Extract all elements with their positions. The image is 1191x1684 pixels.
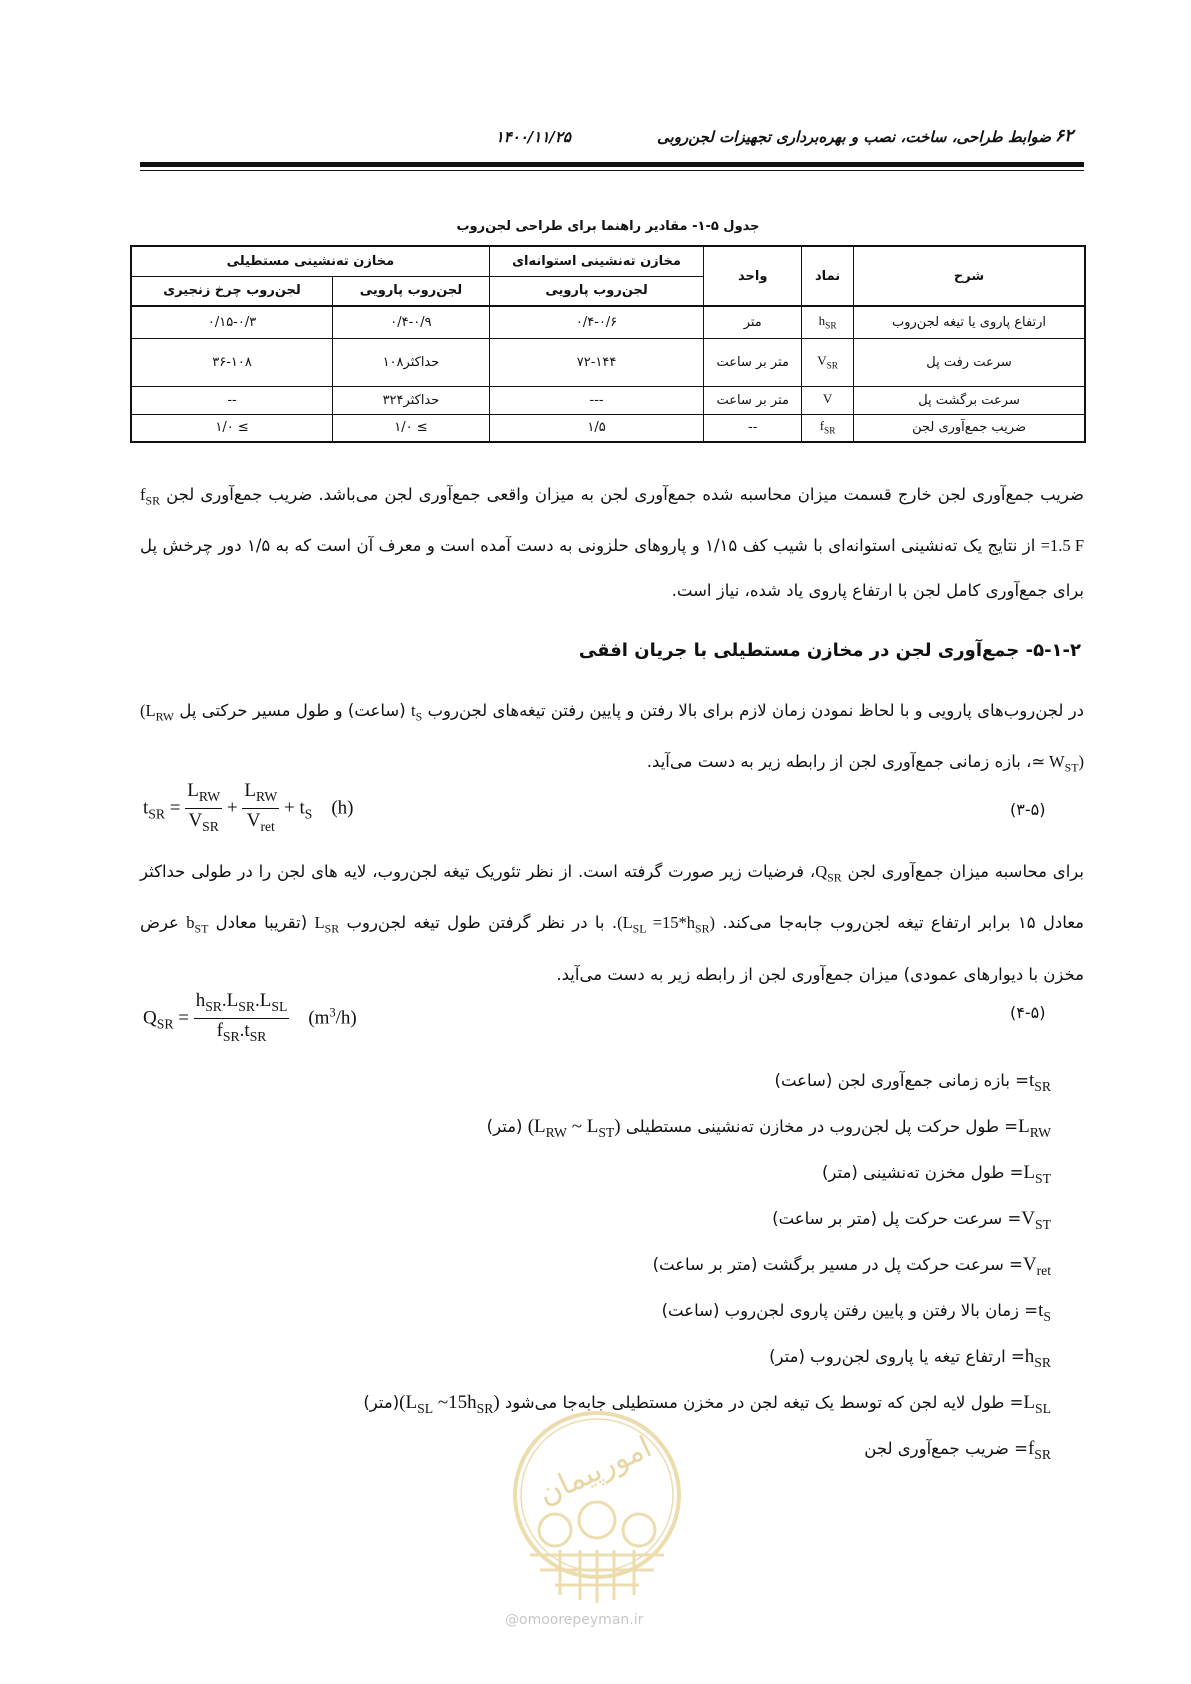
section-heading: ۵-۱-۲- جمع‌آوری لجن در مخازن مستطیلی با جریان افقی bbox=[578, 640, 1081, 661]
definition-item: $h_{SR}=$ ارتفاع تیغه یا پاروی لجن‌روب (متر) bbox=[769, 1346, 1051, 1370]
watermark-logo-icon bbox=[510, 1395, 685, 1614]
table-row bbox=[131, 338, 1085, 386]
cell-value: -- bbox=[131, 386, 333, 414]
paragraph-collection-rate: برای محاسبه میزان جمع‌آوری لجن $Q_{SR}،$ فرضیات زیر صورت گرفته است. از نظر تئوریک تیغه لجن‌روب، لایه های لجن را در طولی حداکثر معادل ۱۵ برابر ارتفاع تیغه لجن‌روب جابه‌جا می‌کند. $(L_{SL} =15*h_{SR})$. با در نظر گرفتن طول تیغه لجن‌روب $L_{SR}$ (تقریبا معادل $b_{ST}$ عرض مخزن با دیوارهای عمودی) میزان جمع‌آوری لجن از رابطه زیر به دست می‌آید. bbox=[140, 862, 1085, 984]
cell-value: --- bbox=[489, 386, 704, 414]
definition-item: $t_S=$ زمان بالا رفتن و پایین رفتن پاروی لجن‌روب (ساعت) bbox=[661, 1300, 1051, 1324]
cell-unit: متر بر ساعت bbox=[704, 386, 802, 414]
header-symbol: نماد bbox=[802, 246, 854, 306]
definition-item: $V_{ST}=$ سرعت حرکت پل (متر بر ساعت) bbox=[772, 1208, 1051, 1232]
design-values-table bbox=[130, 245, 1086, 443]
paragraph-definition: ضریب جمع‌آوری لجن خارج قسمت میزان محاسبه شده جمع‌آوری لجن به میزان واقعی جمع‌آوری لجن می‌باشد. ضریب جمع‌آوری لجن $f_{SR} =1.5$ F از نتایج یک ته‌نشینی استوانه‌ای با شیب کف ۱/۱۵ و پاروهای حلزونی به دست آمده است و معرف آن است که به ۱/۵ دور چرخش پل برای جمع‌آوری کامل لجن با ارتفاع پاروی یاد شده، نیاز است. bbox=[140, 485, 1084, 601]
definition-item: $L_{RW}=$ طول حرکت پل لجن‌روب در مخازن ته‌نشینی مستطیلی ($L_{RW}$ ~ $L_{ST}$) (متر) bbox=[486, 1116, 1051, 1140]
cell-desc: ارتفاع پاروی یا تیغه لجن‌روب bbox=[854, 306, 1085, 338]
equation-collection-rate: $Q_{SR}$ = $\frac{h_{SR}.L_{SR}.L_{SL}}{f_{SR}.t_{SR}}$ $(m^3/h)$ bbox=[143, 990, 357, 1044]
cell-value: حداکثر۳۲۴ bbox=[333, 386, 490, 414]
header-rect-chain: لجن‌روب چرخ زنجیری bbox=[131, 276, 333, 306]
cell-value: ۷۲-۱۴۴ bbox=[489, 338, 704, 386]
cell-value: ۳۶-۱۰۸ bbox=[131, 338, 333, 386]
cell-value: ≥ ۱/۰ bbox=[131, 414, 333, 442]
running-header-title: ضوابط طراحی، ساخت، نصب و بهره‌برداری تجهیزات لجن‌روبی bbox=[657, 128, 1051, 146]
cell-value: ≥ ۱/۰ bbox=[333, 414, 490, 442]
cell-value: ۰/۱۵-۰/۳ bbox=[131, 306, 333, 338]
table-caption: جدول ۵-۱- مقادیر راهنما برای طراحی لجن‌روب bbox=[456, 219, 760, 234]
page-number: ۶۲ bbox=[1055, 126, 1074, 146]
definition-item: $L_{ST}=$ طول مخزن ته‌نشینی (متر) bbox=[822, 1162, 1051, 1186]
cell-unit: متر bbox=[704, 306, 802, 338]
cell-unit: -- bbox=[704, 414, 802, 442]
cell-symbol: $f_{SR}$ bbox=[802, 414, 854, 442]
cell-desc: سرعت برگشت پل bbox=[854, 386, 1085, 414]
cell-value: ۱/۵ bbox=[489, 414, 704, 442]
table-row bbox=[131, 386, 1085, 414]
header-rect-tanks: مخازن ته‌نشینی مستطیلی bbox=[131, 246, 489, 276]
header-circular-tanks: مخازن ته‌نشینی استوانه‌ای bbox=[489, 246, 704, 276]
equation-number: (۳-۵) bbox=[1010, 800, 1046, 819]
header-desc: شرح bbox=[854, 246, 1085, 306]
equation-number: (۴-۵) bbox=[1010, 1003, 1046, 1022]
running-header-date: ۱۴۰۰/۱۱/۲۵ bbox=[495, 128, 571, 146]
header-rule-thin bbox=[140, 170, 1084, 171]
cell-symbol: $h_{SR}$ bbox=[802, 306, 854, 338]
definition-item: $L_{SL}=$ طول لایه لجن که توسط یک تیغه لجن در مخزن مستطیلی جابه‌جا می‌شود ($L_{SL}$ $\sim 15h_{SR})(متر)$ bbox=[363, 1392, 1051, 1416]
svg-text:امورپیمان: امورپیمان bbox=[533, 1429, 658, 1513]
header-rule-thick bbox=[140, 162, 1084, 167]
cell-unit: متر بر ساعت bbox=[704, 338, 802, 386]
header-circular-scraper: لجن‌روب پارویی bbox=[489, 276, 704, 306]
cell-desc: سرعت رفت پل bbox=[854, 338, 1085, 386]
cell-desc: ضریب جمع‌آوری لجن bbox=[854, 414, 1085, 442]
header-rect-scraper: لجن‌روب پارویی bbox=[333, 276, 490, 306]
cell-value: ۰/۴-۰/۶ bbox=[489, 306, 704, 338]
cell-symbol: V bbox=[802, 386, 854, 414]
definition-item: $f_{SR}=$ ضریب جمع‌آوری لجن bbox=[864, 1438, 1051, 1462]
cell-value: حداکثر۱۰۸ bbox=[333, 338, 490, 386]
cell-symbol: $V_{SR}$ bbox=[802, 338, 854, 386]
equation-collection-time: $t_{SR}$ = $\frac{L_{RW}}{V_{SR}}$ + $\frac{L_{RW}}{V_{ret}}$ + $t_S$ (h) bbox=[143, 780, 354, 834]
cell-value: ۰/۴-۰/۹ bbox=[333, 306, 490, 338]
definition-item: $t_{SR}=$ بازه زمانی جمع‌آوری لجن (ساعت) bbox=[774, 1070, 1051, 1094]
table-row bbox=[131, 306, 1085, 338]
watermark-text: @omoorepeyman.ir bbox=[505, 1612, 644, 1628]
header-unit: واحد bbox=[704, 246, 802, 306]
definition-item: $V_{ret}=$ سرعت حرکت پل در مسیر برگشت (متر بر ساعت) bbox=[652, 1254, 1051, 1278]
paragraph-collection-time: در لجن‌روب‌های پارویی و با لحاظ نمودن زمان لازم برای بالا رفتن و پایین رفتن تیغه‌های لجن‌روب $t_S$ (ساعت) و طول مسیر حرکتی پل ($L_{RW}$ ≃ $W_{ST})،$ بازه زمانی جمع‌آوری لجن از رابطه زیر به دست می‌آید. bbox=[140, 701, 1085, 775]
table-row bbox=[131, 414, 1085, 442]
